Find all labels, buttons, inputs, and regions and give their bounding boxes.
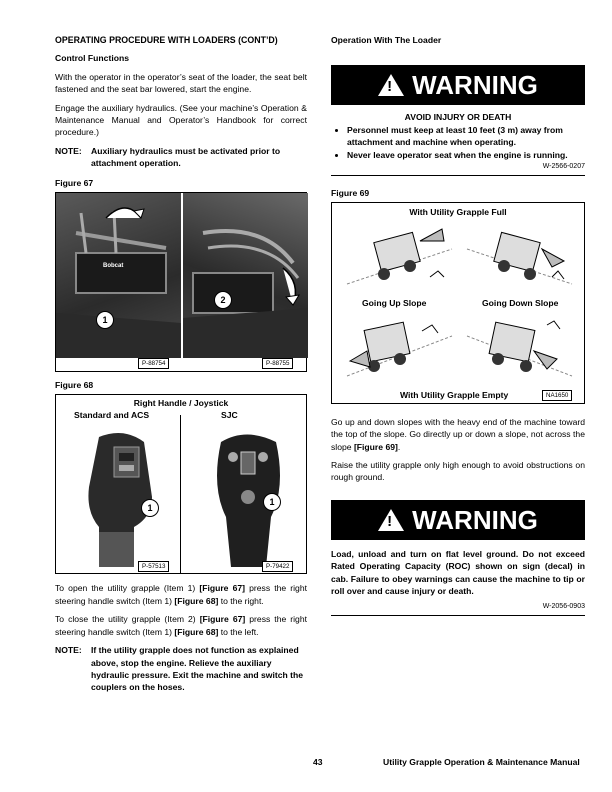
warning-text: Load, unload and turn on flat level ground. Do not exceed Rated Operating Capacity (ROC) shown on sign (decal) in cab. Failure to obey warnings can cause the machine to tip or roll over and cause injury or death. xyxy=(331,548,585,597)
subheading-control-functions: Control Functions xyxy=(55,53,129,64)
warning-banner xyxy=(331,500,585,540)
grapple-open-illustration xyxy=(56,193,181,358)
warning-triangle-icon: ! xyxy=(378,74,404,96)
warning-triangle-icon: ! xyxy=(378,509,404,531)
figure-67-label: Figure 67 xyxy=(55,177,94,188)
label-going-down: Going Down Slope xyxy=(482,297,559,308)
text: to the left. xyxy=(218,626,259,637)
figure-ref: [Figure 67] xyxy=(199,583,245,594)
warning-code: W-2566-0207 xyxy=(542,163,585,171)
text: to the right. xyxy=(218,595,264,606)
label-going-up: Going Up Slope xyxy=(362,297,427,308)
warning-banner xyxy=(331,65,585,105)
text: press the right steering handle switch (Item 1) xyxy=(55,614,307,637)
left-column xyxy=(55,34,307,694)
figure-code: NA1650 xyxy=(542,390,572,401)
figure-69-top-label: With Utility Grapple Full xyxy=(409,206,507,217)
figure-code: P-57513 xyxy=(138,561,169,572)
section-heading: OPERATING PROCEDURE WITH LOADERS (CONT’D) xyxy=(55,35,278,45)
warning-bullet: • Personnel must keep at least 10 feet (3 m) away from attachment and machine when operating. xyxy=(347,124,585,149)
figure-69-bottom-label: With Utility Grapple Empty xyxy=(400,389,509,400)
figure-ref: [Figure 69] xyxy=(353,441,398,452)
right-column xyxy=(331,34,585,616)
callout-1: 1 xyxy=(141,499,159,517)
paragraph-slopes xyxy=(331,416,585,453)
standard-handle-illustration xyxy=(64,427,174,567)
slope-full-illustration xyxy=(342,219,577,297)
sjc-handle-illustration xyxy=(191,427,301,567)
footer-title: Utility Grapple Operation & Maintenance Manual xyxy=(383,757,580,767)
warning-bullets xyxy=(331,124,585,161)
note-auxiliary xyxy=(55,145,307,170)
callout-1: 1 xyxy=(263,493,281,511)
figure-68-title: Right Handle / Joystick xyxy=(133,398,229,409)
note-label: NOTE: xyxy=(55,145,82,156)
figure-68-label: Figure 68 xyxy=(55,380,94,391)
note-no-function xyxy=(55,644,307,694)
divider xyxy=(331,175,585,176)
figure-ref: [Figure 67] xyxy=(199,614,246,625)
slope-empty-illustration xyxy=(342,311,577,383)
note-label: NOTE: xyxy=(55,645,82,656)
callout-1: 1 xyxy=(96,311,114,329)
text: . xyxy=(397,441,401,452)
paragraph-close-grapple xyxy=(55,613,307,638)
paragraph-engage-hydraulics: Engage the auxiliary hydraulics. (See your machine’s Operation & Maintenance Manual and Operator’s Handbook for correct procedure.) xyxy=(55,102,307,138)
heading-operation-loader: Operation With The Loader xyxy=(331,35,442,45)
paragraph-raise-grapple: Raise the utility grapple only high enough to avoid obstructions on rough ground. xyxy=(331,460,585,483)
text: To open the utility grapple (Item 1) xyxy=(55,583,200,594)
text: press the right steering handle switch (Item 1) xyxy=(55,583,307,606)
figure-code: P-79422 xyxy=(262,561,293,572)
figure-code: P-88755 xyxy=(262,358,293,369)
figure-ref: [Figure 68] xyxy=(174,626,219,637)
divider xyxy=(331,615,585,616)
grapple-open-photo xyxy=(56,193,181,358)
paragraph-start-engine: With the operator in the operator’s seat of the loader, the seat belt fastened and the seat bar lowered, start the engine. xyxy=(55,71,307,95)
figure-68-sub-sjc: SJC xyxy=(221,410,238,421)
grapple-closed-illustration xyxy=(183,193,308,358)
grapple-closed-photo xyxy=(183,193,308,358)
divider xyxy=(180,415,181,573)
figure-code: P-88754 xyxy=(138,358,169,369)
note-text: Auxiliary hydraulics must be activated prior to attachment operation. xyxy=(91,145,281,169)
callout-2: 2 xyxy=(214,291,232,309)
page-number: 43 xyxy=(313,757,323,767)
warning-word: WARNING xyxy=(412,504,538,535)
bobcat-logo: Bobcat xyxy=(103,263,124,270)
warning-bullet: • Never leave operator seat when the engine is running. xyxy=(347,149,585,161)
warning-code: W-2056-0903 xyxy=(542,602,585,610)
note-text: If the utility grapple does not function as explained above, stop the engine. Relieve the auxiliary hydraulic pressure. Exit the machine and switch the couplers on the hoses. xyxy=(91,645,304,693)
figure-ref: [Figure 68] xyxy=(174,595,219,606)
figure-69-label: Figure 69 xyxy=(331,188,370,199)
figure-69 xyxy=(331,202,585,404)
figure-68 xyxy=(55,394,307,574)
figure-67 xyxy=(55,192,307,372)
text: To close the utility grapple (Item 2) xyxy=(55,614,200,625)
warning-word: WARNING xyxy=(412,70,538,101)
paragraph-open-grapple xyxy=(55,582,307,607)
text: Go up and down slopes with the heavy end of the machine toward the top of the slope. Go directly up or down a slope, not across the slope xyxy=(331,416,585,452)
figure-68-sub-standard: Standard and ACS xyxy=(74,410,150,421)
warning-title: AVOID INJURY OR DEATH xyxy=(404,112,512,123)
